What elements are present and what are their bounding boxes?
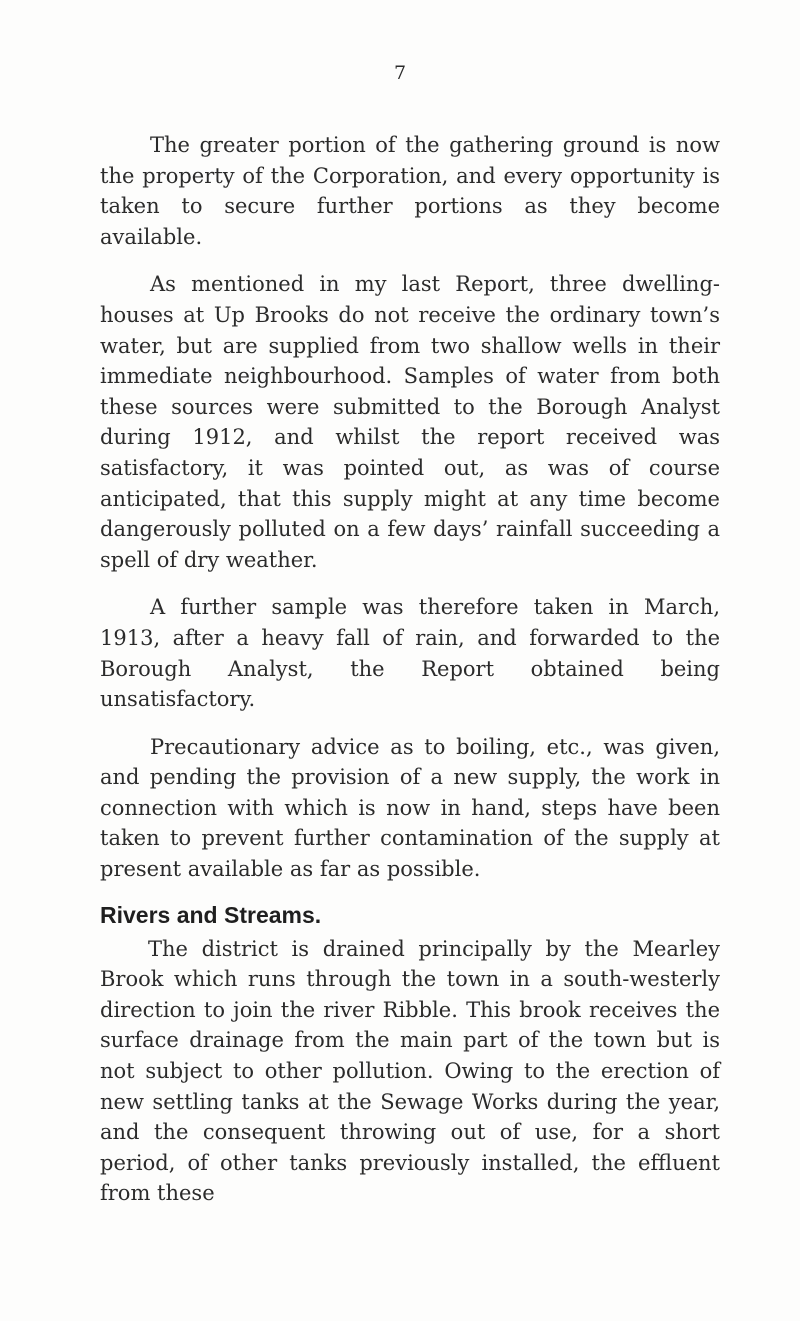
paragraph-precautionary-advice: Precautionary advice as to boiling, etc., was given, and pending the provision of a new supply, the work in connection with which is now in hand, steps have been taken to prevent further contamination of the supply at present available as far as possible. [100, 734, 720, 882]
section-heading-rivers-and-streams: Rivers and Streams. [100, 901, 322, 928]
page-number: 7 [393, 62, 407, 84]
paragraph-further-sample: A further sample was therefore taken in March, 1913, after a heavy fall of rain, and forwarded to the Borough Analyst, the Report obtained being unsatisfactory. [100, 595, 720, 712]
paragraph-rivers-and-streams: The district is drained principally by the Mearley Brook which runs through the town in a south-westerly direction to join the river Ribble. This brook receives the surface drainage from the main part of the town but is not subject to other pollution. Owing to the erection of new settling tanks at the Sewage Works during the year, and the consequent throwing out of use, for a short period, of other tanks previously installed, the effluent from these [100, 936, 720, 1206]
paragraph-gathering-ground: The greater portion of the gathering ground is now the property of the Corporation, and every opportunity is taken to secure further portions as they become available. [100, 133, 720, 249]
paragraph-up-brooks-wells: As mentioned in my last Report, three dwelling-houses at Up Brooks do not receive the ordinary town’s water, but are supplied from two shallow wells in their immediate neighbourhood. Samples of water from both these sources were submitted to the Borough Analyst during 1912, and whilst the report received was satisfactory, it was pointed out, as was of course anticipated, that this supply might at any time become dangerously polluted on a few days’ rainfall succeeding a spell of dry weather. [100, 272, 720, 572]
body-text [100, 130, 720, 1226]
